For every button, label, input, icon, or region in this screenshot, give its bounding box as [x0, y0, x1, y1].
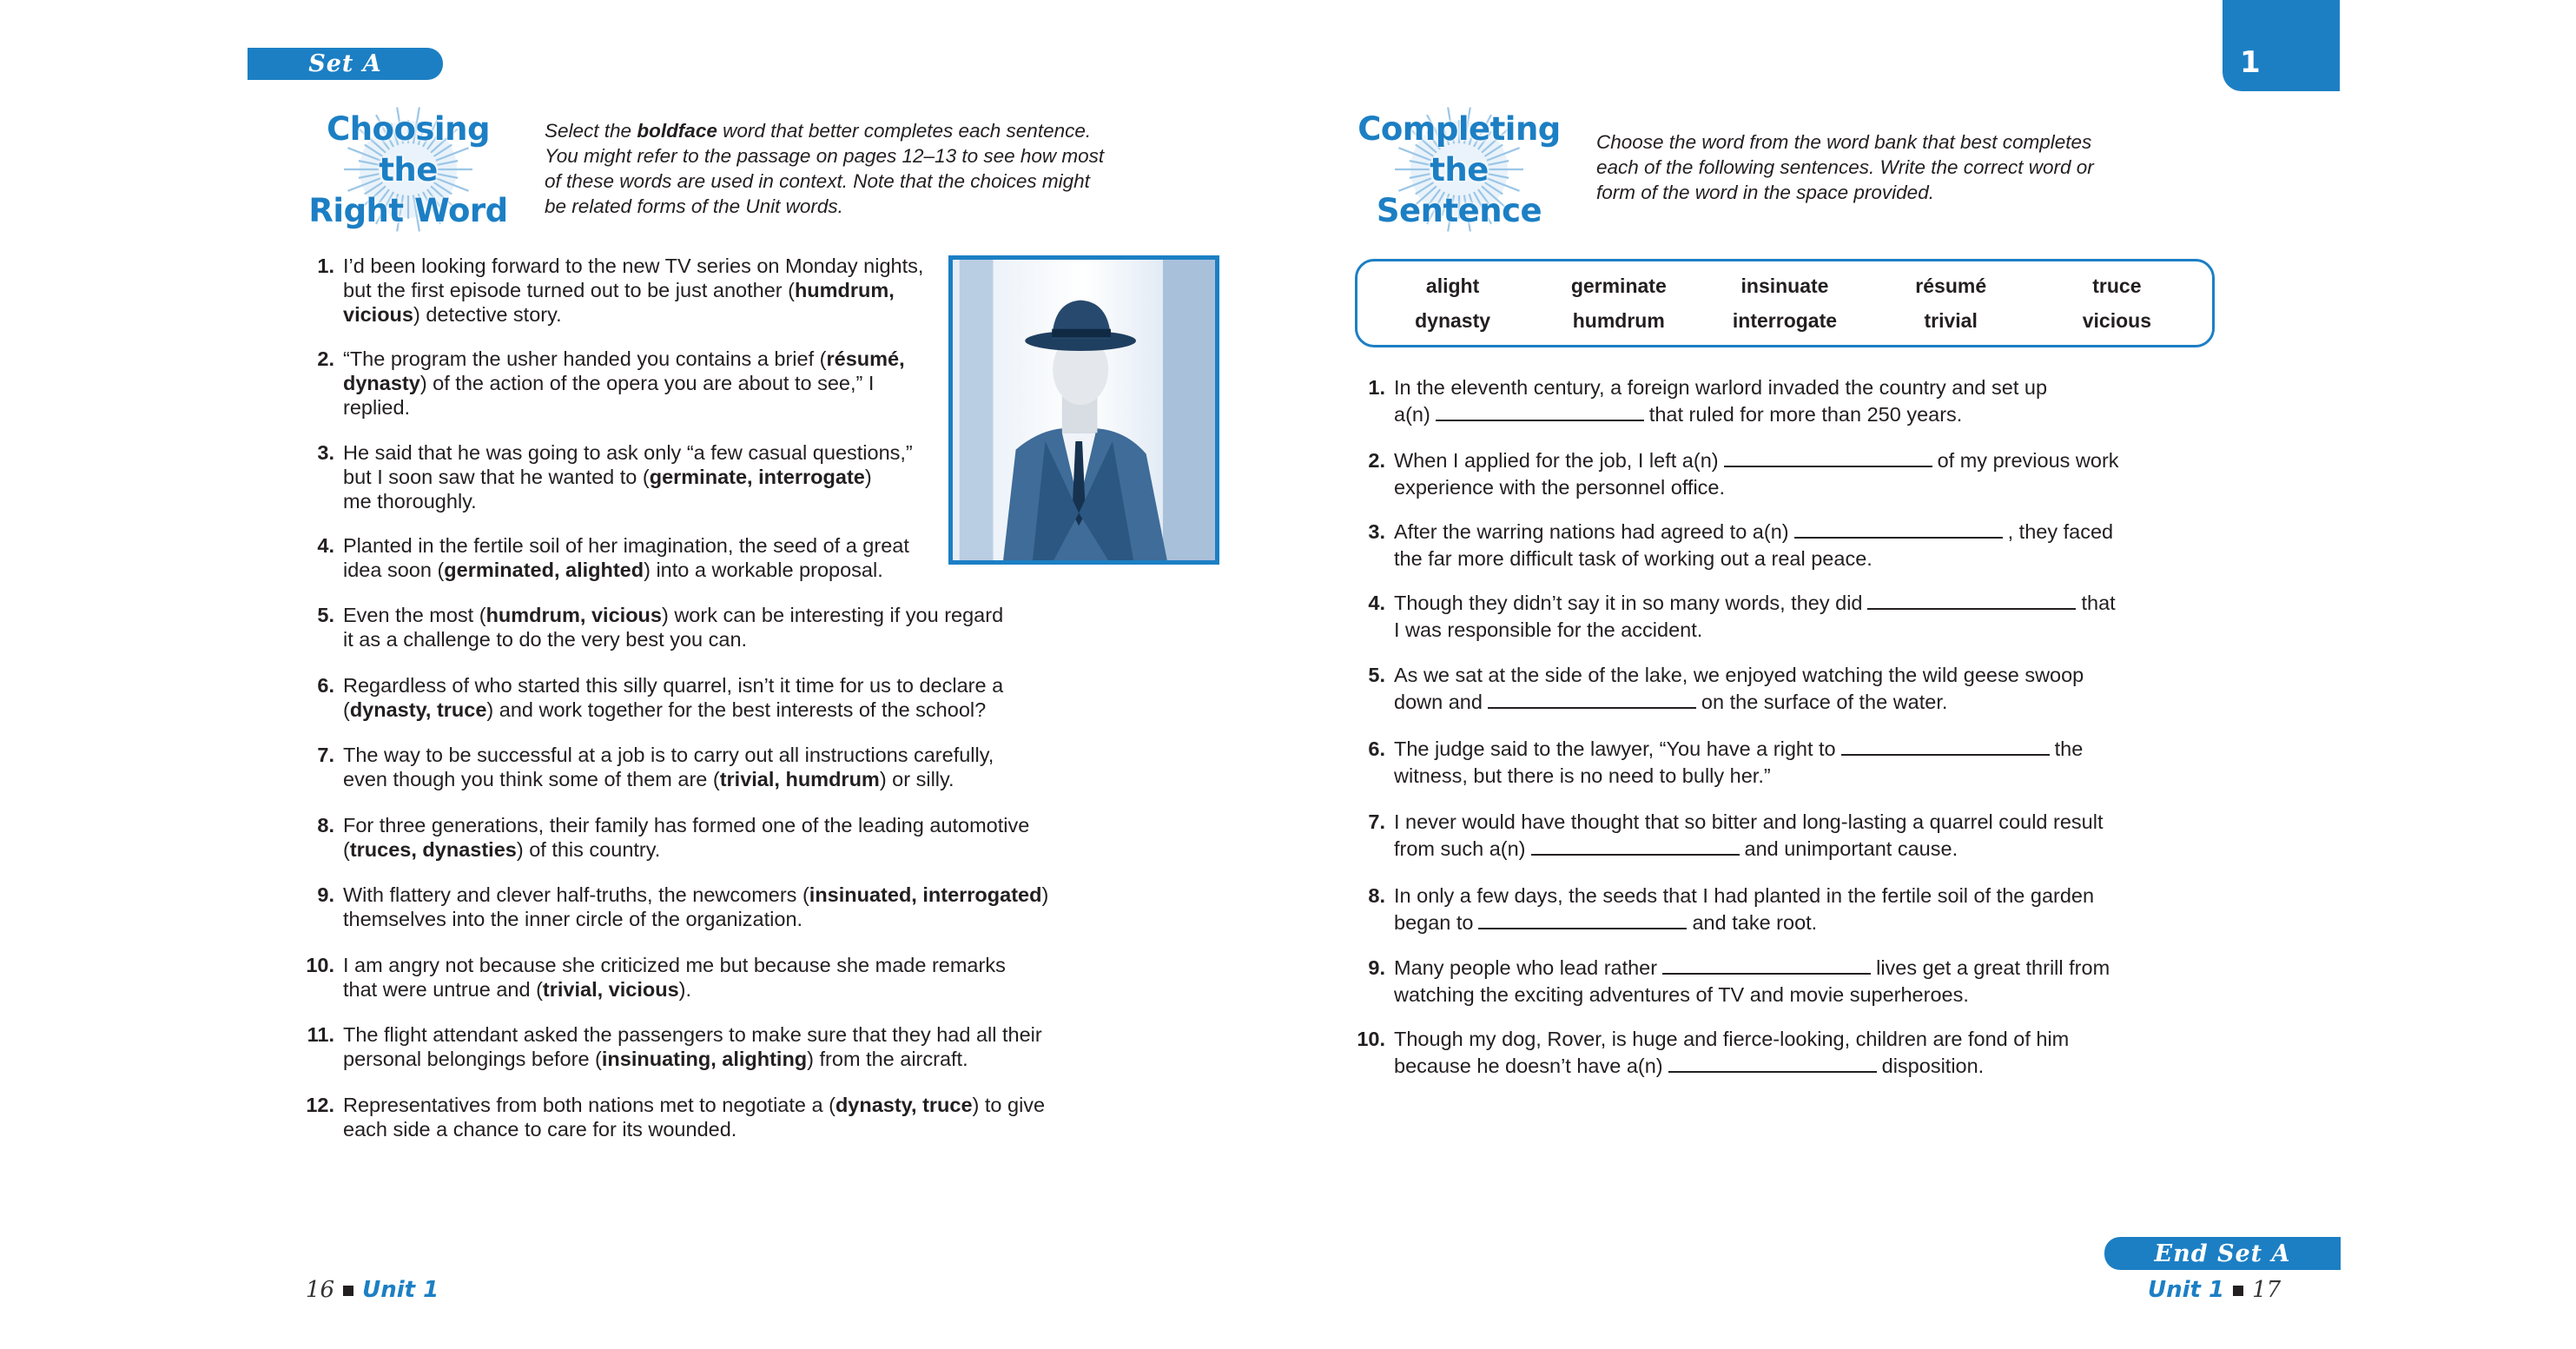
word-bank-item: insinuate: [1740, 274, 1829, 297]
question-text: Representatives from both nations met to negotiate a (dynasty, truce) to give each side a chance to care for its wounded.: [343, 1094, 1046, 1141]
section-title-right: Completing the Sentence: [1357, 109, 1561, 229]
question-text: I’d been looking forward to the new TV series on Monday nights, but the first episode turned out to be just another (humdrum, vicious) detective story.: [343, 255, 924, 326]
question-text: Many people who lead rather lives get a great thrill from watching the exciting adventures of TV and movie superheroes.: [1394, 956, 2110, 1006]
square-icon: [343, 1286, 353, 1296]
word-bank-item: trivial: [1924, 308, 1978, 332]
choosing-right-word-badge: [304, 104, 512, 235]
question-text: The judge said to the lawyer, “You have a right to the witness, but there is no need to bully her.”: [1394, 737, 2084, 787]
word-bank-item: vicious: [2082, 308, 2152, 332]
word-bank-item: résumé: [1915, 274, 1987, 297]
question-text: Though my dog, Rover, is huge and fierce-looking, children are fond of him because he doesn’t have a(n) disposition.: [1394, 1028, 2070, 1077]
question-number: 6.: [1368, 737, 1385, 760]
question-text: I never would have thought that so bitter and long-lasting a quarrel could result from such a(n) and unimportant cause.: [1394, 810, 2104, 860]
question-number: 3.: [317, 441, 334, 464]
answer-blank[interactable]: [1662, 956, 1871, 975]
question-number: 11.: [307, 1023, 334, 1046]
word-bank-item: interrogate: [1732, 308, 1838, 332]
square-icon: [2233, 1286, 2243, 1296]
question-number: 8.: [1368, 884, 1385, 907]
question-number: 10.: [1357, 1028, 1385, 1050]
question-text: He said that he was going to ask only “a few casual questions,” but I soon saw that he wanted to (germinate, interrogate) me thoroughly.: [343, 441, 913, 512]
question-number: 4.: [1368, 592, 1385, 614]
answer-blank[interactable]: [1724, 448, 1932, 467]
question-number: 9.: [1368, 956, 1385, 979]
question-text: The flight attendant asked the passengers to make sure that they had all their personal belongings before (insinuating, alighting) from the aircraft.: [343, 1023, 1042, 1070]
answer-blank[interactable]: [1668, 1054, 1877, 1073]
question-number: 12.: [306, 1094, 334, 1116]
question-text: After the warring nations had agreed to a(n) , they faced the far more difficult task of working out a real peace.: [1394, 520, 2114, 570]
question-text: With flattery and clever half-truths, the newcomers (insinuated, interrogated) themselves into the inner circle of the organization.: [343, 883, 1049, 930]
question-text: The way to be successful at a job is to carry out all instructions carefully, even though you think some of them are (trivial, humdrum) or silly.: [343, 744, 994, 790]
answer-blank[interactable]: [1436, 402, 1644, 421]
question-text: For three generations, their family has formed one of the leading automotive (truces, dynasties) of this country.: [343, 814, 1030, 861]
word-bank: [1355, 259, 2215, 347]
question-text: Planted in the fertile soil of her imagination, the seed of a great idea soon (germinated, alighted) into a workable proposal.: [343, 534, 909, 581]
instructions-left: Select the boldface word that better completes each sentence. You might refer to the passage on pages 12–13 to see how most of these words are used in context. Note that the choices might be related forms of the Unit words.: [545, 120, 1105, 217]
word-bank-item: truce: [2092, 274, 2142, 297]
question-number: 4.: [317, 534, 334, 557]
word-bank-item: alight: [1425, 274, 1480, 297]
question-number: 10.: [306, 954, 334, 976]
question-number: 7.: [1368, 810, 1385, 833]
question-number: 1.: [317, 255, 334, 277]
answer-blank[interactable]: [1478, 910, 1687, 929]
question-number: 6.: [317, 674, 334, 697]
unit-number-tab: 1: [2223, 0, 2340, 91]
answer-blank[interactable]: [1794, 519, 2003, 539]
answer-blank[interactable]: [1531, 837, 1740, 856]
question-number: 1.: [1368, 376, 1385, 399]
question-number: 5.: [1368, 664, 1385, 686]
question-number: 2.: [317, 347, 334, 370]
word-bank-item: germinate: [1570, 274, 1667, 297]
answer-blank[interactable]: [1841, 737, 2050, 756]
question-number: 7.: [317, 744, 334, 766]
question-number: 9.: [317, 883, 334, 906]
set-a-tab: Set A: [248, 48, 443, 80]
detective-photo: [948, 255, 1219, 565]
question-text: Though they didn’t say it in so many words, they did that I was responsible for the accident.: [1394, 592, 2116, 641]
question-text: I am angry not because she criticized me but because she made remarks that were untrue and (trivial, vicious).: [343, 954, 1006, 1001]
question-number: 3.: [1368, 520, 1385, 543]
question-text: As we sat at the side of the lake, we enjoyed watching the wild geese swoop down and on the surface of the water.: [1394, 664, 2084, 713]
footer-left: 16 Unit 1: [306, 1277, 439, 1303]
question-text: Even the most (humdrum, vicious) work can be interesting if you regard it as a challenge to do the very best you can.: [343, 604, 1004, 651]
section-title-left: Choosing the Right Word: [308, 109, 508, 229]
question-text: “The program the usher handed you contains a brief (résumé, dynasty) of the action of the opera you are about to see,” I replied.: [343, 347, 905, 419]
question-number: 2.: [1368, 449, 1385, 472]
end-set-a-tab: End Set A: [2104, 1237, 2341, 1270]
answer-blank[interactable]: [1867, 591, 2076, 610]
question-text: When I applied for the job, I left a(n) of my previous work experience with the personnel office.: [1394, 449, 2119, 499]
completing-sentence-badge: [1355, 104, 1563, 235]
answer-blank[interactable]: [1488, 690, 1696, 709]
question-number: 8.: [317, 814, 334, 837]
word-bank-item: humdrum: [1572, 308, 1665, 332]
footer-right: Unit 1 17: [2148, 1277, 2282, 1303]
question-text: In only a few days, the seeds that I had planted in the fertile soil of the garden began to and take root.: [1394, 884, 2095, 934]
question-text: Regardless of who started this silly quarrel, isn’t it time for us to declare a (dynasty, truce) and work together for the best interests of the school?: [343, 674, 1004, 721]
question-number: 5.: [317, 604, 334, 626]
question-text: In the eleventh century, a foreign warlord invaded the country and set up a(n) that ruled for more than 250 years.: [1394, 376, 2048, 426]
instructions-right: Choose the word from the word bank that best completes each of the following sentences. Write the correct word or form of the word in the space provided.: [1596, 131, 2094, 203]
word-bank-item: dynasty: [1415, 308, 1491, 332]
